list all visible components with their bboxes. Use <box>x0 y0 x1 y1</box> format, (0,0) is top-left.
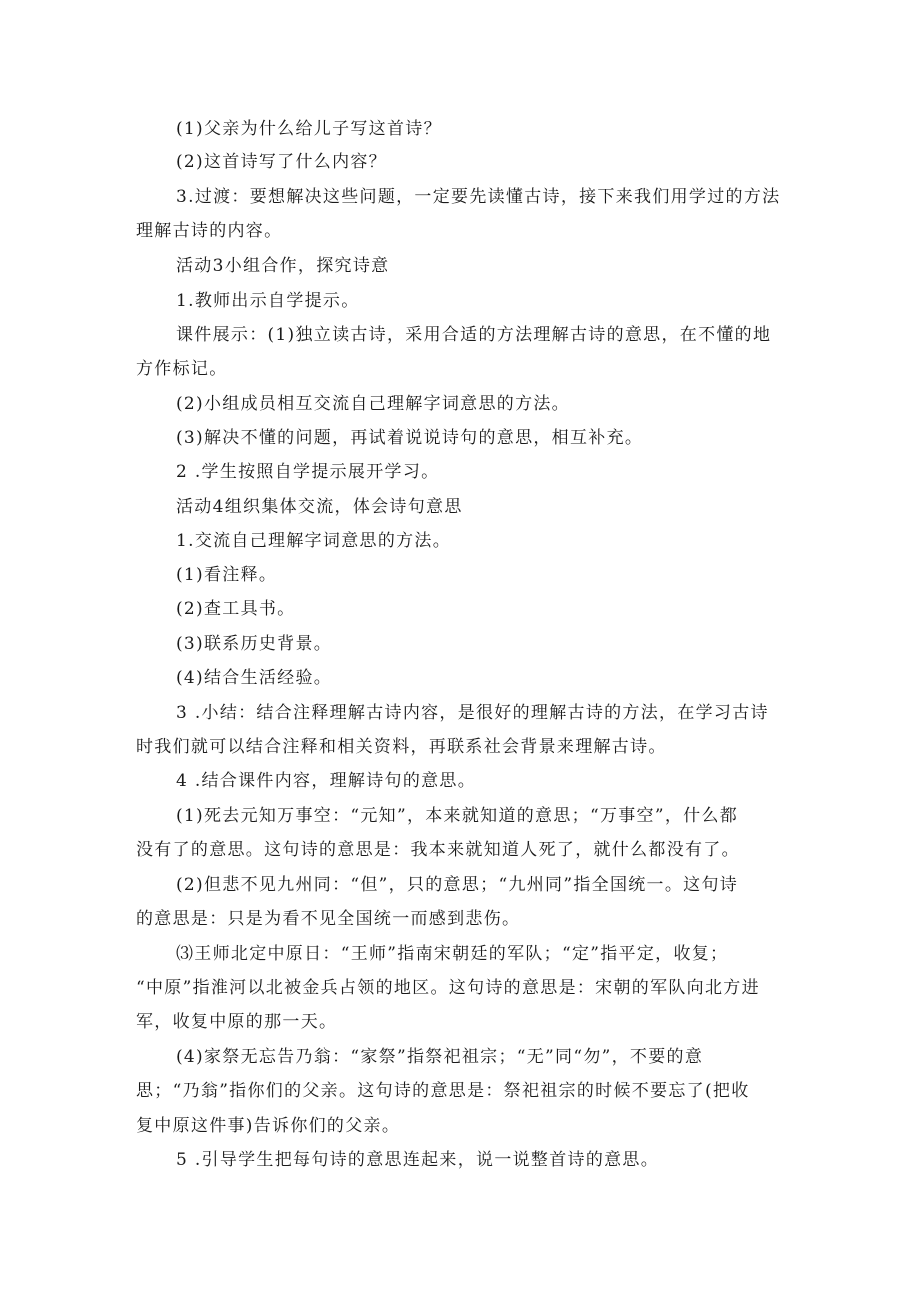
paragraph-line: (2)这首诗写了什么内容？ <box>176 152 387 172</box>
paragraph-line: 3 .小结：结合注释理解古诗内容，是很好的理解古诗的方法，在学习古诗 <box>176 703 769 723</box>
paragraph-line: 2 .学生按照自学提示展开学习。 <box>176 462 440 482</box>
section-heading: 活动4组织集体交流，体会诗句意思 <box>176 497 463 517</box>
paragraph-line: (2)小组成员相互交流自己理解字词意思的方法。 <box>176 394 570 414</box>
list-item: (4)结合生活经验。 <box>176 668 333 688</box>
paragraph-line: (1)死去元知万事空：“元知”，本来就知道的意思；“万事空”，什么都 <box>176 806 739 826</box>
paragraph-line: 军，收复中原的那一天。 <box>136 1012 338 1032</box>
paragraph-line: 1.教师出示自学提示。 <box>176 291 360 311</box>
paragraph-line: ⑶王师北定中原日：“王师”指南宋朝廷的军队；“定”指平定，收复； <box>176 944 729 964</box>
list-item: (2)查工具书。 <box>176 599 296 619</box>
paragraph-line: (4)家祭无忘告乃翁：“家祭”指祭祀祖宗；“无”同“勿”，不要的意 <box>176 1047 704 1067</box>
paragraph-line: 思；“乃翁”指你们的父亲。这句诗的意思是：祭祀祖宗的时候不要忘了(把收 <box>136 1081 750 1101</box>
paragraph-line: 3.过渡：要想解决这些问题，一定要先读懂古诗，接下来我们用学过的方法 <box>176 187 781 207</box>
paragraph-line: 的意思是：只是为看不见全国统一而感到悲伤。 <box>136 909 521 929</box>
paragraph-line: 时我们就可以结合注释和相关资料，再联系社会背景来理解古诗。 <box>136 737 667 757</box>
paragraph-line: 没有了的意思。这句诗的意思是：我本来就知道人死了，就什么都没有了。 <box>136 840 740 860</box>
paragraph-line: “中原”指淮河以北被金兵占领的地区。这句诗的意思是：宋朝的军队向北方进 <box>136 978 760 998</box>
paragraph-line: (1)父亲为什么给儿子写这首诗？ <box>176 119 442 139</box>
paragraph-line: 理解古诗的内容。 <box>136 221 283 241</box>
section-heading: 活动3小组合作，探究诗意 <box>176 256 390 276</box>
paragraph-line: 1.交流自己理解字词意思的方法。 <box>176 531 452 551</box>
paragraph-line: (3)解决不懂的问题，再试着说说诗句的意思，相互补充。 <box>176 428 644 448</box>
paragraph-line: (2)但悲不见九州同：“但”，只的意思；“九州同”指全国统一。这句诗 <box>176 875 739 895</box>
paragraph-line: 复中原这件事)告诉你们的父亲。 <box>136 1116 401 1136</box>
paragraph-line: 4 .结合课件内容，理解诗句的意思。 <box>176 771 477 791</box>
paragraph-line: 方作标记。 <box>136 359 228 379</box>
list-item: (1)看注释。 <box>176 565 278 585</box>
list-item: (3)联系历史背景。 <box>176 634 333 654</box>
paragraph-line: 5 .引导学生把每句诗的意思连起来，说一说整首诗的意思。 <box>176 1150 660 1170</box>
paragraph-line: 课件展示：(1)独立读古诗，采用合适的方法理解古诗的意思，在不懂的地 <box>176 325 772 345</box>
